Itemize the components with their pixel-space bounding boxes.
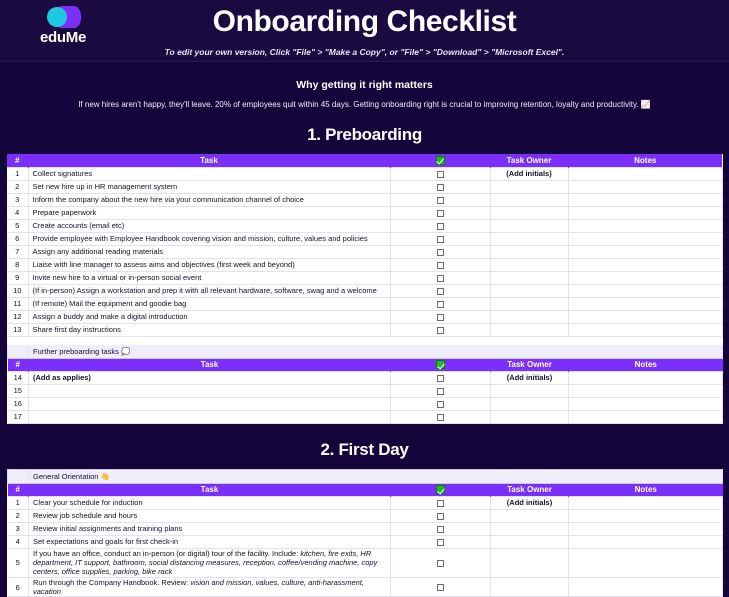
row-number: 3 <box>8 522 29 535</box>
column-header-task: Task <box>29 358 391 371</box>
row-checkbox-cell[interactable] <box>390 232 490 245</box>
table-row <box>7 206 722 219</box>
row-task-owner[interactable] <box>490 258 568 271</box>
table-header-row <box>8 483 723 496</box>
row-task-owner[interactable] <box>490 232 568 245</box>
row-task[interactable]: Prepare paperwork <box>28 206 390 219</box>
row-checkbox-cell[interactable] <box>391 535 491 548</box>
row-number: 6 <box>8 577 29 597</box>
row-task[interactable]: Invite new hire to a virtual or in-person social event <box>28 271 390 284</box>
table-row <box>8 496 723 509</box>
column-header-notes: Notes <box>569 483 723 496</box>
row-notes[interactable] <box>568 310 722 323</box>
column-header-task-owner: Task Owner <box>490 154 568 167</box>
row-task-owner[interactable]: (Add initials) <box>490 167 568 180</box>
row-checkbox-cell[interactable] <box>390 310 490 323</box>
row-number: 15 <box>8 384 29 397</box>
row-notes[interactable] <box>569 397 723 410</box>
row-task-owner[interactable] <box>490 284 568 297</box>
edit-instruction: To edit your own version, Click "File" > "Make a Copy", or "File" > "Download" > "Microsoft Excel". <box>0 47 729 57</box>
row-checkbox-cell[interactable] <box>390 167 490 180</box>
why-section-body <box>0 100 729 109</box>
row-checkbox-cell[interactable] <box>391 410 491 423</box>
row-task[interactable]: Set expectations and goals for first check-in <box>29 535 391 548</box>
row-notes[interactable] <box>569 509 723 522</box>
row-notes[interactable] <box>568 167 722 180</box>
row-number: 17 <box>8 410 29 423</box>
row-checkbox-cell[interactable] <box>390 297 490 310</box>
row-checkbox-cell[interactable] <box>390 258 490 271</box>
row-checkbox-cell[interactable] <box>390 245 490 258</box>
column-header-task-owner: Task Owner <box>491 483 569 496</box>
row-checkbox-cell[interactable] <box>390 180 490 193</box>
row-task-owner[interactable] <box>490 271 568 284</box>
column-header-number: # <box>8 358 29 371</box>
task-checkbox[interactable] <box>437 401 444 408</box>
section-heading-first-day: 2. First Day <box>0 424 729 469</box>
task-checkbox[interactable] <box>437 262 444 269</box>
row-notes[interactable] <box>568 206 722 219</box>
row-task-owner[interactable]: (Add initials) <box>491 371 569 384</box>
task-checkbox[interactable] <box>437 584 444 591</box>
row-task-owner[interactable] <box>491 535 569 548</box>
table-row <box>8 384 723 397</box>
sections-container <box>0 109 729 597</box>
row-task-owner[interactable] <box>490 180 568 193</box>
column-header-number: # <box>8 483 29 496</box>
row-task[interactable]: (If in-person) Assign a workstation and prep it with all relevant hardware, software, swag and a welcome <box>28 284 390 297</box>
brand-logo[interactable] <box>30 6 96 46</box>
column-header-check <box>390 154 490 167</box>
task-checkbox[interactable] <box>437 301 444 308</box>
table-row <box>8 509 723 522</box>
table-row <box>7 271 722 284</box>
row-checkbox-cell[interactable] <box>391 522 491 535</box>
column-header-number: # <box>7 154 28 167</box>
why-section-title: Why getting it right matters <box>0 79 729 91</box>
check-icon <box>436 485 445 494</box>
table-row <box>7 167 722 180</box>
row-task[interactable] <box>29 410 391 423</box>
row-number: 6 <box>7 232 28 245</box>
row-task-owner[interactable] <box>490 193 568 206</box>
row-checkbox-cell[interactable] <box>391 509 491 522</box>
row-notes[interactable] <box>568 297 722 310</box>
task-checkbox[interactable] <box>437 513 444 520</box>
row-number: 4 <box>7 206 28 219</box>
row-task[interactable]: Clear your schedule for induction <box>29 496 391 509</box>
subheading-label: General Orientation 👋 <box>29 469 723 483</box>
page-banner <box>0 0 729 62</box>
column-header-check <box>391 358 491 371</box>
row-task-owner[interactable] <box>491 548 569 577</box>
table-row <box>7 180 722 193</box>
table-wrap-first-day <box>7 469 722 597</box>
row-task-owner[interactable] <box>490 206 568 219</box>
row-number: 16 <box>8 397 29 410</box>
task-checkbox[interactable] <box>437 223 444 230</box>
row-task[interactable]: Run through the Company Handbook. Review: vision and mission, values, culture, anti-harassment, vacation <box>29 577 391 597</box>
column-header-notes: Notes <box>569 358 723 371</box>
edume-logo-icon <box>43 6 83 28</box>
row-number: 13 <box>7 323 28 336</box>
task-checkbox[interactable] <box>437 375 444 382</box>
row-task[interactable]: Review initial assignments and training plans <box>29 522 391 535</box>
row-number: 5 <box>8 548 29 577</box>
task-checkbox[interactable] <box>437 288 444 295</box>
row-task[interactable]: Liaise with line manager to assess aims and objectives (first week and beyond) <box>28 258 390 271</box>
row-task-owner[interactable]: (Add initials) <box>491 496 569 509</box>
subheading-label: Further preboarding tasks 💭 <box>29 344 723 358</box>
row-notes[interactable] <box>569 522 723 535</box>
row-task[interactable]: Inform the company about the new hire via your communication channel of choice <box>28 193 390 206</box>
row-task[interactable]: (Add as applies) <box>29 371 391 384</box>
row-checkbox-cell[interactable] <box>391 397 491 410</box>
row-notes[interactable] <box>569 496 723 509</box>
checklist-table-preboarding-0 <box>7 154 723 337</box>
column-header-task: Task <box>29 483 391 496</box>
row-task-owner[interactable] <box>491 397 569 410</box>
task-checkbox[interactable] <box>437 388 444 395</box>
row-number: 8 <box>7 258 28 271</box>
row-task[interactable]: Collect signatures <box>28 167 390 180</box>
task-checkbox[interactable] <box>437 560 444 567</box>
table-row <box>7 284 722 297</box>
task-checkbox[interactable] <box>437 414 444 421</box>
row-notes[interactable] <box>568 245 722 258</box>
row-task-owner[interactable] <box>490 323 568 336</box>
row-notes[interactable] <box>569 371 723 384</box>
table-row <box>8 548 723 577</box>
row-notes[interactable] <box>568 219 722 232</box>
task-checkbox[interactable] <box>437 249 444 256</box>
row-notes[interactable] <box>569 410 723 423</box>
why-section-text: If new hires aren't happy, they'll leave. 20% of employees quit within 45 days. Getting onboarding right is crucial to improving retention, loyalty and productivity. <box>78 100 638 109</box>
checklist-table-first-day-0 <box>7 469 723 597</box>
row-task[interactable]: Provide employee with Employee Handbook covering vision and mission, culture, values and policies <box>28 232 390 245</box>
row-task-owner[interactable] <box>490 310 568 323</box>
brand-logo-text: eduMe <box>30 30 96 46</box>
row-task[interactable]: Assign any additional reading materials <box>28 245 390 258</box>
row-notes[interactable] <box>568 284 722 297</box>
column-header-check <box>391 483 491 496</box>
row-task-owner[interactable] <box>491 410 569 423</box>
row-number: 2 <box>8 509 29 522</box>
table-row <box>8 577 723 597</box>
row-task[interactable] <box>29 384 391 397</box>
row-number: 3 <box>7 193 28 206</box>
row-checkbox-cell[interactable] <box>391 371 491 384</box>
row-task[interactable]: If you have an office, conduct an in-person (or digital) tour of the facility. Include: kitchen, fire exits, HR department, IT support, bathroom, social distancing measures, reception, coffee/vending machine, copy centers, office supplies, parking, bike rack <box>29 548 391 577</box>
row-checkbox-cell[interactable] <box>390 323 490 336</box>
row-task-owner[interactable] <box>491 577 569 597</box>
row-number: 5 <box>7 219 28 232</box>
task-checkbox[interactable] <box>437 197 444 204</box>
task-checkbox[interactable] <box>437 275 444 282</box>
row-task-owner[interactable] <box>490 297 568 310</box>
table-row <box>7 193 722 206</box>
why-section <box>0 62 729 109</box>
row-number: 11 <box>7 297 28 310</box>
table-row <box>8 410 723 423</box>
subheading-num-cell <box>8 469 29 483</box>
row-number: 12 <box>7 310 28 323</box>
row-notes[interactable] <box>568 271 722 284</box>
row-checkbox-cell[interactable] <box>390 193 490 206</box>
row-task[interactable]: Review job schedule and hours <box>29 509 391 522</box>
page-title: Onboarding Checklist <box>0 0 729 39</box>
row-notes[interactable] <box>569 535 723 548</box>
table-header-row <box>7 154 722 167</box>
task-checkbox[interactable] <box>437 526 444 533</box>
row-number: 14 <box>8 371 29 384</box>
chart-increasing-emoji-icon: 📈 <box>641 100 651 109</box>
checklist-table-preboarding-1 <box>7 337 723 424</box>
row-number: 4 <box>8 535 29 548</box>
row-task[interactable]: Share first day instructions <box>28 323 390 336</box>
table-header-row <box>8 358 723 371</box>
table-row <box>8 371 723 384</box>
table-row <box>7 323 722 336</box>
table-row <box>8 522 723 535</box>
table-wrap-preboarding <box>7 154 722 424</box>
table-subheading-row <box>8 344 723 358</box>
row-number: 2 <box>7 180 28 193</box>
table-row <box>7 232 722 245</box>
row-notes[interactable] <box>569 548 723 577</box>
task-checkbox[interactable] <box>437 500 444 507</box>
task-checkbox[interactable] <box>437 171 444 178</box>
row-notes[interactable] <box>569 577 723 597</box>
row-number: 9 <box>7 271 28 284</box>
row-number: 10 <box>7 284 28 297</box>
task-checkbox[interactable] <box>437 210 444 217</box>
row-task-owner[interactable] <box>490 245 568 258</box>
row-checkbox-cell[interactable] <box>391 577 491 597</box>
row-notes[interactable] <box>568 258 722 271</box>
row-checkbox-cell[interactable] <box>391 384 491 397</box>
table-row <box>7 310 722 323</box>
table-row <box>7 245 722 258</box>
section-heading-preboarding: 1. Preboarding <box>0 109 729 154</box>
row-task-owner[interactable] <box>491 509 569 522</box>
row-checkbox-cell[interactable] <box>390 219 490 232</box>
table-row <box>7 219 722 232</box>
task-checkbox[interactable] <box>437 327 444 334</box>
row-checkbox-cell[interactable] <box>390 271 490 284</box>
task-checkbox[interactable] <box>437 539 444 546</box>
row-checkbox-cell[interactable] <box>390 284 490 297</box>
task-checkbox[interactable] <box>437 184 444 191</box>
row-task[interactable] <box>29 397 391 410</box>
row-task[interactable]: (If remote) Mail the equipment and goodie bag <box>28 297 390 310</box>
column-header-task: Task <box>28 154 390 167</box>
check-icon <box>436 360 445 369</box>
row-checkbox-cell[interactable] <box>391 548 491 577</box>
row-number: 1 <box>8 496 29 509</box>
row-checkbox-cell[interactable] <box>391 496 491 509</box>
table-row <box>7 297 722 310</box>
column-header-notes: Notes <box>568 154 722 167</box>
row-task-owner[interactable] <box>491 522 569 535</box>
row-task[interactable]: Create accounts (email etc) <box>28 219 390 232</box>
row-task[interactable]: Set new hire up in HR management system <box>28 180 390 193</box>
row-checkbox-cell[interactable] <box>390 206 490 219</box>
task-checkbox[interactable] <box>437 236 444 243</box>
row-notes[interactable] <box>568 180 722 193</box>
row-task-owner[interactable] <box>491 384 569 397</box>
table-subheading-row <box>8 469 723 483</box>
row-notes[interactable] <box>568 323 722 336</box>
row-notes[interactable] <box>569 384 723 397</box>
table-row <box>8 397 723 410</box>
row-task-owner[interactable] <box>490 219 568 232</box>
check-icon <box>436 156 445 165</box>
subheading-num-cell <box>8 344 29 358</box>
row-notes[interactable] <box>568 193 722 206</box>
row-number: 1 <box>7 167 28 180</box>
table-row <box>8 535 723 548</box>
table-row <box>7 258 722 271</box>
task-checkbox[interactable] <box>437 314 444 321</box>
row-task[interactable]: Assign a buddy and make a digital introduction <box>28 310 390 323</box>
table-spacer-row <box>8 337 723 344</box>
column-header-task-owner: Task Owner <box>491 358 569 371</box>
row-notes[interactable] <box>568 232 722 245</box>
spacer-cell <box>8 337 723 344</box>
row-number: 7 <box>7 245 28 258</box>
